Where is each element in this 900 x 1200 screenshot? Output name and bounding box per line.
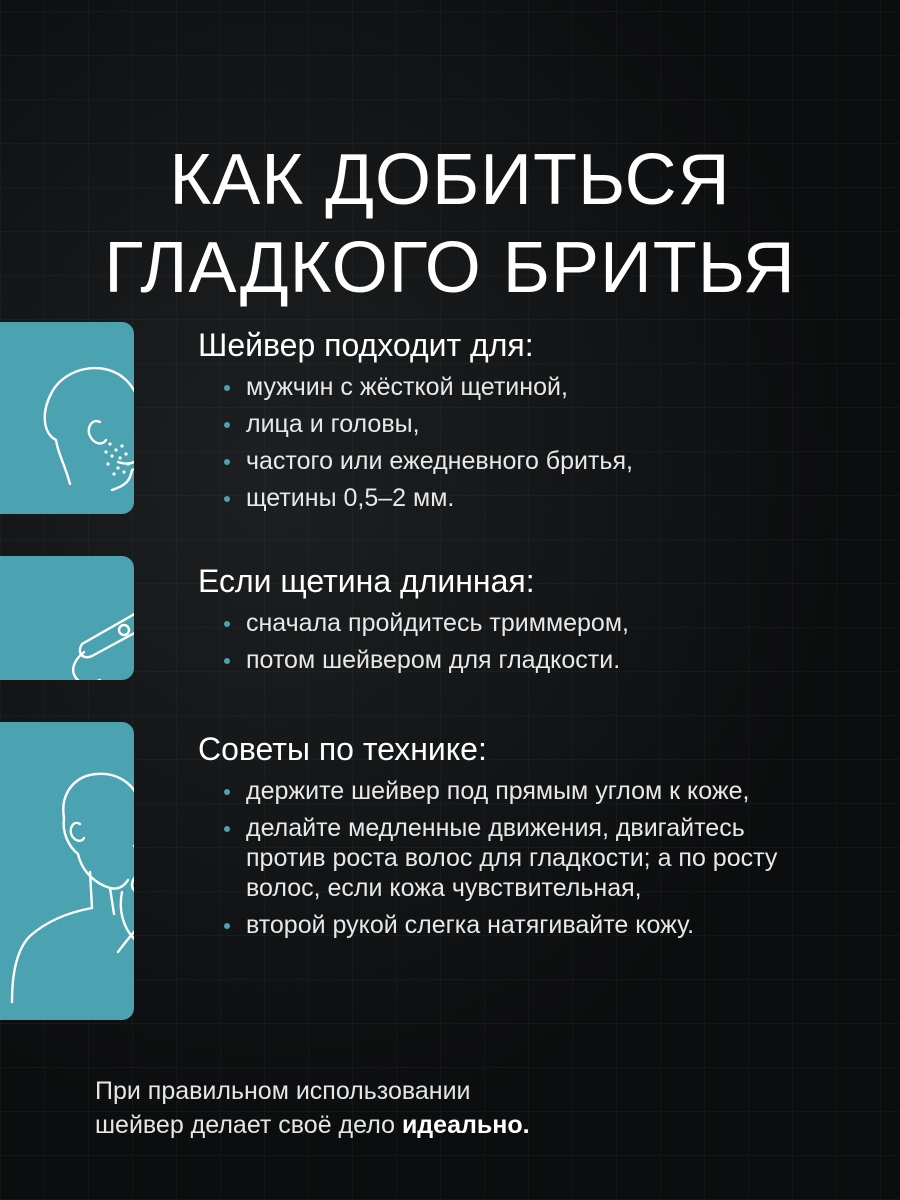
man-shaving-icon	[0, 722, 134, 1020]
list-item: лица и головы,	[224, 409, 838, 439]
list-item: мужчин с жёсткой щетиной,	[224, 372, 838, 402]
bearded-face-profile-icon	[0, 322, 134, 514]
list-item: потом шейвером для гладкости.	[224, 645, 838, 675]
footer-line-1: При правильном использовании	[95, 1077, 471, 1105]
icon-panel-1	[0, 322, 134, 514]
section-heading: Если щетина длинная:	[198, 563, 535, 599]
list-item: держите шейвер под прямым углом к коже,	[224, 776, 784, 806]
footer-line-2	[95, 1108, 530, 1142]
icon-panel-3	[0, 722, 134, 1020]
list-item: щетины 0,5–2 мм.	[224, 483, 838, 513]
section-heading: Советы по технике:	[198, 731, 487, 767]
bullet-list	[198, 776, 784, 940]
section-suitable-for	[198, 326, 838, 520]
title-line-1: КАК ДОБИТЬСЯ	[169, 140, 731, 221]
footer-line-2-prefix: шейвер делает своё дело	[95, 1111, 402, 1139]
footer-note	[95, 1074, 530, 1142]
section-technique-tips	[198, 730, 838, 947]
title-line-2: ГЛАДКОГО БРИТЬЯ	[104, 228, 796, 309]
list-item: второй рукой слегка натягивайте кожу.	[224, 910, 784, 940]
list-item: сначала пройдитесь триммером,	[224, 608, 838, 638]
bullet-list	[198, 608, 838, 675]
icon-panel-2	[0, 556, 134, 680]
trimmer-icon	[0, 556, 134, 680]
list-item: делайте медленные движения, двигайтесь против роста волос для гладкости; а по росту волос, если кожа чувствительная,	[224, 813, 784, 903]
list-item: частого или ежедневного бритья,	[224, 446, 838, 476]
footer-emphasis: идеально.	[401, 1111, 530, 1139]
section-heading: Шейвер подходит для:	[198, 327, 534, 363]
page-title	[0, 136, 900, 312]
bullet-list	[198, 372, 838, 513]
section-long-stubble	[198, 562, 838, 682]
